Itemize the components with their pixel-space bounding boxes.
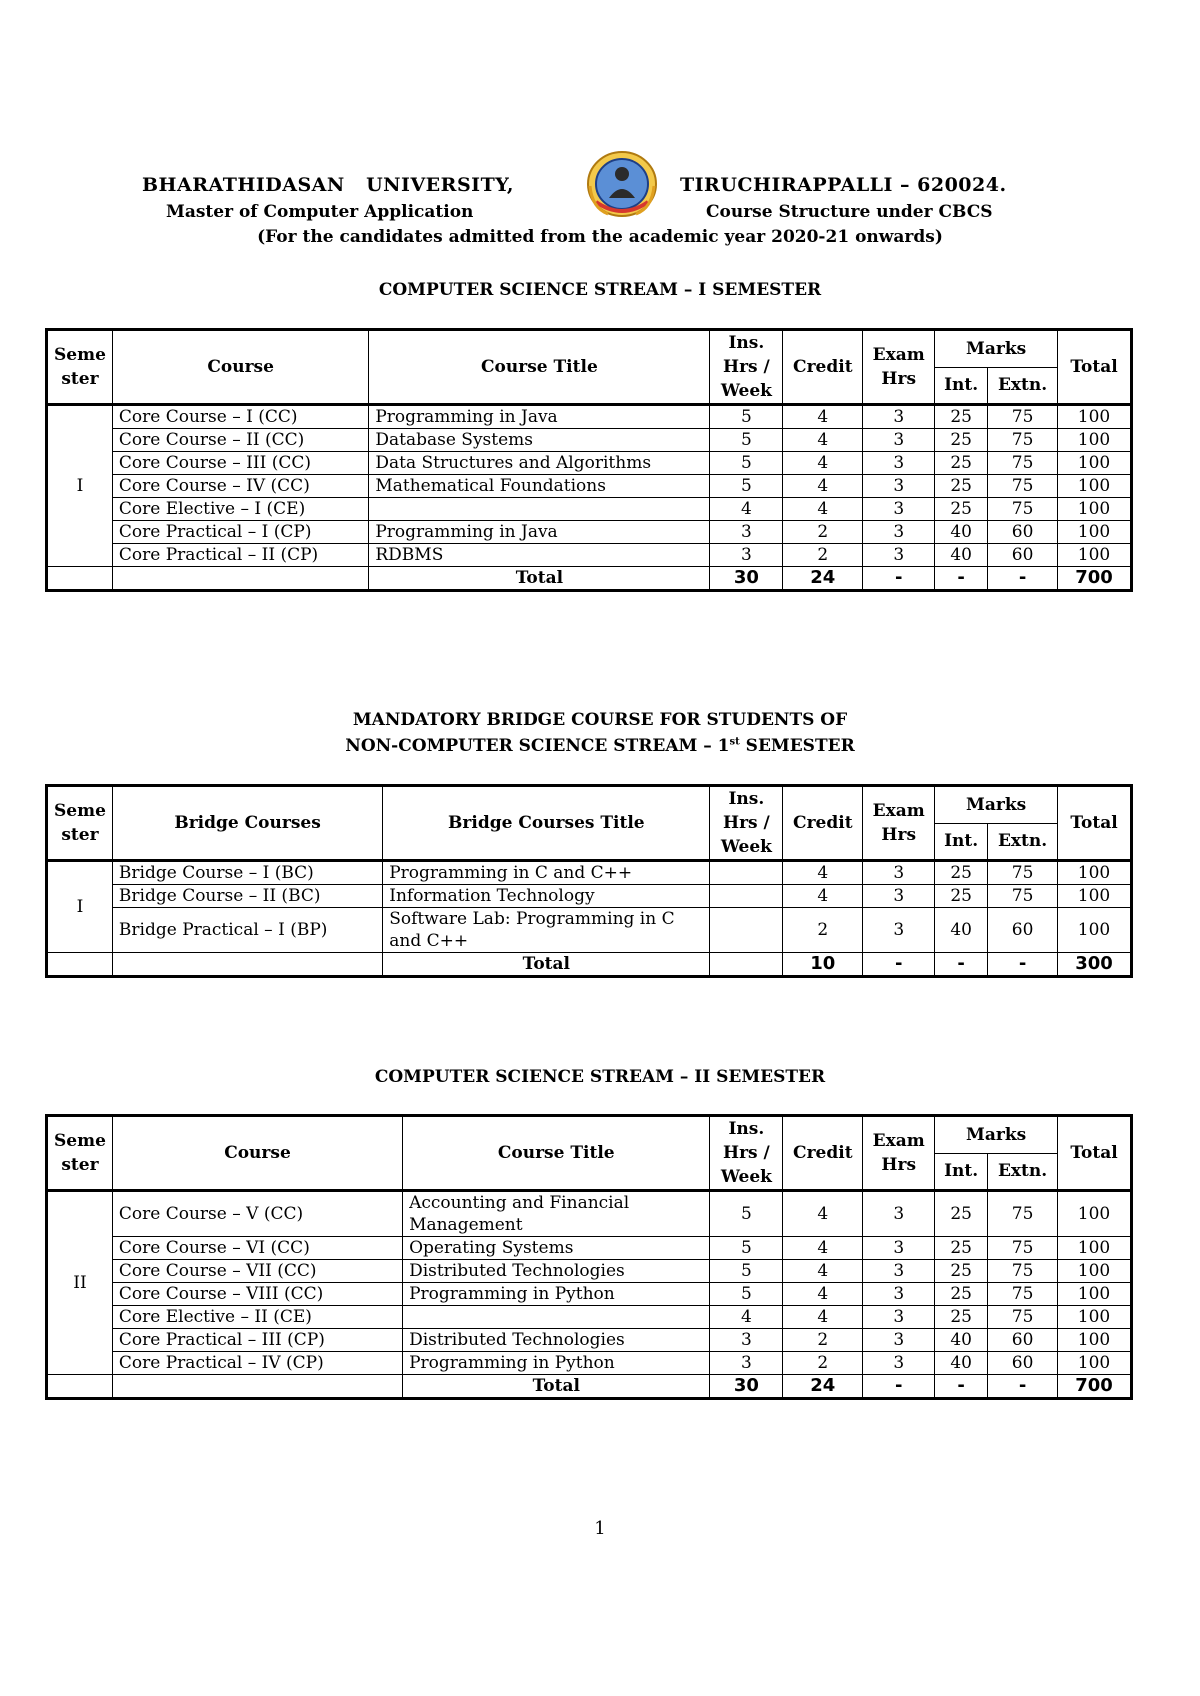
total-int: -: [935, 1375, 988, 1399]
table-row: [47, 1329, 1132, 1352]
total-cell: 100: [1058, 521, 1132, 544]
total-exam: -: [863, 567, 935, 591]
credit-cell: 4: [783, 405, 863, 429]
table-row: [47, 1352, 1132, 1375]
int-marks-cell: 25: [935, 885, 988, 908]
bridge-title-pre: NON-COMPUTER SCIENCE STREAM – 1: [345, 736, 730, 756]
course-title-cell: Data Structures and Algorithms: [369, 452, 710, 475]
int-marks-cell: 25: [935, 429, 988, 452]
credit-cell: 4: [783, 452, 863, 475]
total-label: Total: [383, 953, 710, 977]
course-cell: Core Practical – III (CP): [112, 1329, 402, 1352]
total-int: -: [935, 953, 988, 977]
exam-hrs-cell: 3: [863, 405, 935, 429]
course-title-cell: Accounting and Financial Management: [403, 1191, 710, 1237]
total-cell: 100: [1058, 1237, 1132, 1260]
table-row: [47, 1306, 1132, 1329]
credit-cell: 4: [783, 1306, 863, 1329]
total-cell: 100: [1058, 429, 1132, 452]
exam-hrs-cell: 3: [863, 1283, 935, 1306]
exam-hrs-cell: 3: [863, 1191, 935, 1237]
int-marks-cell: 25: [935, 1237, 988, 1260]
total-row: [47, 953, 1132, 977]
course-title-cell: RDBMS: [369, 544, 710, 567]
table-row: [47, 908, 1132, 953]
exam-hrs-cell: 3: [863, 521, 935, 544]
credit-cell: 4: [783, 475, 863, 498]
table-row: [47, 1283, 1132, 1306]
col-exam-hrs: Exam Hrs: [863, 1116, 935, 1191]
col-exam-hrs: Exam Hrs: [863, 330, 935, 405]
total-cell: 100: [1058, 1352, 1132, 1375]
ins-hrs-cell: 3: [710, 1352, 783, 1375]
total-cell: 100: [1058, 1329, 1132, 1352]
university-logo-icon: [582, 150, 662, 220]
col-exam-hrs: Exam Hrs: [863, 786, 935, 861]
total-exam: -: [863, 1375, 935, 1399]
total-credit: 10: [783, 953, 863, 977]
ins-hrs-cell: [710, 885, 783, 908]
blank-cell: [47, 953, 113, 977]
exam-hrs-cell: 3: [863, 885, 935, 908]
course-cell: Core Course – II (CC): [112, 429, 368, 452]
col-semester: Seme ster: [47, 786, 113, 861]
col-course: Course: [112, 1116, 402, 1191]
table-row: [47, 1237, 1132, 1260]
exam-hrs-cell: 3: [863, 1306, 935, 1329]
total-cell: 100: [1058, 1191, 1132, 1237]
col-extn: Extn.: [988, 823, 1058, 861]
col-semester: Seme ster: [47, 1116, 113, 1191]
course-cell: Bridge Practical – I (BP): [112, 908, 382, 953]
blank-cell: [47, 1375, 113, 1399]
course-cell: Core Elective – II (CE): [112, 1306, 402, 1329]
total-hrs: 30: [710, 1375, 783, 1399]
ins-hrs-cell: 4: [710, 498, 783, 521]
extn-marks-cell: 75: [988, 1306, 1058, 1329]
col-int: Int.: [935, 367, 988, 405]
extn-marks-cell: 60: [988, 1329, 1058, 1352]
extn-marks-cell: 60: [988, 521, 1058, 544]
col-course: Bridge Courses: [112, 786, 382, 861]
total-cell: 100: [1058, 475, 1132, 498]
total-cell: 100: [1058, 1283, 1132, 1306]
col-course-title: Course Title: [369, 330, 710, 405]
course-cell: Core Course – V (CC): [112, 1191, 402, 1237]
ins-hrs-cell: 5: [710, 1191, 783, 1237]
credit-cell: 2: [783, 908, 863, 953]
section-title-sem1: COMPUTER SCIENCE STREAM – I SEMESTER: [378, 280, 822, 300]
extn-marks-cell: 75: [988, 1283, 1058, 1306]
col-int: Int.: [935, 1153, 988, 1191]
total-ext: -: [988, 567, 1058, 591]
col-course-title: Bridge Courses Title: [383, 786, 710, 861]
extn-marks-cell: 75: [988, 405, 1058, 429]
table-row: [47, 405, 1132, 429]
int-marks-cell: 40: [935, 521, 988, 544]
course-cell: Core Course – IV (CC): [112, 475, 368, 498]
credit-cell: 2: [783, 1352, 863, 1375]
bridge-title-post: SEMESTER: [739, 736, 855, 756]
credit-cell: 4: [783, 1191, 863, 1237]
semester-cell: I: [47, 861, 113, 953]
col-int: Int.: [935, 823, 988, 861]
ins-hrs-cell: 3: [710, 1329, 783, 1352]
total-row: [47, 567, 1132, 591]
exam-hrs-cell: 3: [863, 1237, 935, 1260]
course-title-cell: Distributed Technologies: [403, 1260, 710, 1283]
course-cell: Core Course – III (CC): [112, 452, 368, 475]
total-cell: 100: [1058, 885, 1132, 908]
col-ins-hrs: Ins. Hrs / Week: [710, 1116, 783, 1191]
section-title-sem2: COMPUTER SCIENCE STREAM – II SEMESTER: [374, 1067, 826, 1087]
exam-hrs-cell: 3: [863, 475, 935, 498]
table-row: [47, 885, 1132, 908]
credit-cell: 4: [783, 885, 863, 908]
total-ext: -: [988, 1375, 1058, 1399]
section-title-bridge-line2: [0, 736, 1200, 756]
int-marks-cell: 40: [935, 544, 988, 567]
col-course: Course: [112, 330, 368, 405]
credit-cell: 4: [783, 429, 863, 452]
total-label: Total: [369, 567, 710, 591]
int-marks-cell: 25: [935, 1306, 988, 1329]
ins-hrs-cell: 3: [710, 544, 783, 567]
course-cell: Core Course – VI (CC): [112, 1237, 402, 1260]
course-title-cell: Software Lab: Programming in C and C++: [383, 908, 710, 953]
credit-cell: 2: [783, 544, 863, 567]
blank-cell: [112, 1375, 402, 1399]
course-table-sem1: [45, 328, 1133, 592]
col-total: Total: [1058, 330, 1132, 405]
total-exam: -: [863, 953, 935, 977]
admission-note: (For the candidates admitted from the academic year 2020-21 onwards): [257, 227, 943, 247]
col-marks: Marks: [935, 1116, 1058, 1154]
credit-cell: 4: [783, 1260, 863, 1283]
extn-marks-cell: 60: [988, 544, 1058, 567]
course-cell: Core Course – VII (CC): [112, 1260, 402, 1283]
col-total: Total: [1058, 1116, 1132, 1191]
blank-cell: [47, 567, 113, 591]
course-title-cell: Programming in Python: [403, 1352, 710, 1375]
course-table-sem2: [45, 1114, 1133, 1400]
table-row: [47, 452, 1132, 475]
course-title-cell: Mathematical Foundations: [369, 475, 710, 498]
exam-hrs-cell: 3: [863, 452, 935, 475]
course-title-cell: [403, 1306, 710, 1329]
credit-cell: 4: [783, 861, 863, 885]
extn-marks-cell: 60: [988, 1352, 1058, 1375]
semester-cell: I: [47, 405, 113, 567]
int-marks-cell: 25: [935, 1191, 988, 1237]
ins-hrs-cell: 5: [710, 429, 783, 452]
exam-hrs-cell: 3: [863, 544, 935, 567]
total-cell: 100: [1058, 498, 1132, 521]
col-total: Total: [1058, 786, 1132, 861]
exam-hrs-cell: 3: [863, 861, 935, 885]
total-cell: 100: [1058, 1306, 1132, 1329]
extn-marks-cell: 75: [988, 498, 1058, 521]
total-cell: 100: [1058, 452, 1132, 475]
total-row: [47, 1375, 1132, 1399]
extn-marks-cell: 75: [988, 429, 1058, 452]
course-title-cell: Programming in Java: [369, 521, 710, 544]
course-cell: Core Course – VIII (CC): [112, 1283, 402, 1306]
col-marks: Marks: [935, 786, 1058, 824]
exam-hrs-cell: 3: [863, 1329, 935, 1352]
extn-marks-cell: 75: [988, 861, 1058, 885]
course-structure-label: Course Structure under CBCS: [706, 202, 993, 222]
semester-cell: II: [47, 1191, 113, 1375]
int-marks-cell: 25: [935, 452, 988, 475]
course-title-cell: Distributed Technologies: [403, 1329, 710, 1352]
ins-hrs-cell: [710, 908, 783, 953]
exam-hrs-cell: 3: [863, 429, 935, 452]
exam-hrs-cell: 3: [863, 908, 935, 953]
extn-marks-cell: 75: [988, 475, 1058, 498]
page-number: 1: [594, 1518, 606, 1539]
course-title-cell: [369, 498, 710, 521]
course-title-cell: Information Technology: [383, 885, 710, 908]
extn-marks-cell: 75: [988, 1237, 1058, 1260]
col-credit: Credit: [783, 330, 863, 405]
total-int: -: [935, 567, 988, 591]
total-cell: 100: [1058, 405, 1132, 429]
course-cell: Core Course – I (CC): [112, 405, 368, 429]
blank-cell: [112, 953, 382, 977]
total-cell: 100: [1058, 1260, 1132, 1283]
table-row: [47, 498, 1132, 521]
credit-cell: 4: [783, 1237, 863, 1260]
extn-marks-cell: 75: [988, 1260, 1058, 1283]
course-cell: Core Practical – I (CP): [112, 521, 368, 544]
exam-hrs-cell: 3: [863, 1352, 935, 1375]
course-cell: Core Practical – IV (CP): [112, 1352, 402, 1375]
col-ins-hrs: Ins. Hrs / Week: [710, 786, 783, 861]
table-row: [47, 1191, 1132, 1237]
total-hrs: 30: [710, 567, 783, 591]
int-marks-cell: 40: [935, 908, 988, 953]
ins-hrs-cell: 5: [710, 452, 783, 475]
col-credit: Credit: [783, 786, 863, 861]
total-label: Total: [403, 1375, 710, 1399]
course-title-cell: Database Systems: [369, 429, 710, 452]
table-row: [47, 544, 1132, 567]
bridge-title-sup: st: [729, 736, 740, 748]
total-cell: 100: [1058, 544, 1132, 567]
ins-hrs-cell: 3: [710, 521, 783, 544]
total-hrs: [710, 953, 783, 977]
int-marks-cell: 25: [935, 498, 988, 521]
course-title-cell: Programming in Python: [403, 1283, 710, 1306]
course-cell: Bridge Course – II (BC): [112, 885, 382, 908]
total-marks: 300: [1058, 953, 1132, 977]
credit-cell: 2: [783, 1329, 863, 1352]
credit-cell: 4: [783, 1283, 863, 1306]
university-location: TIRUCHIRAPPALLI – 620024.: [680, 174, 1007, 196]
ins-hrs-cell: 5: [710, 1260, 783, 1283]
ins-hrs-cell: 5: [710, 405, 783, 429]
ins-hrs-cell: 4: [710, 1306, 783, 1329]
course-table-bridge: [45, 784, 1133, 978]
ins-hrs-cell: 5: [710, 1283, 783, 1306]
course-cell: Core Practical – II (CP): [112, 544, 368, 567]
extn-marks-cell: 75: [988, 452, 1058, 475]
col-extn: Extn.: [988, 367, 1058, 405]
university-name: BHARATHIDASAN UNIVERSITY,: [142, 174, 514, 196]
int-marks-cell: 25: [935, 1260, 988, 1283]
section-title-bridge-line1: MANDATORY BRIDGE COURSE FOR STUDENTS OF: [352, 710, 848, 730]
credit-cell: 4: [783, 498, 863, 521]
credit-cell: 2: [783, 521, 863, 544]
int-marks-cell: 40: [935, 1352, 988, 1375]
extn-marks-cell: 75: [988, 1191, 1058, 1237]
int-marks-cell: 25: [935, 1283, 988, 1306]
col-extn: Extn.: [988, 1153, 1058, 1191]
total-cell: 100: [1058, 908, 1132, 953]
total-cell: 100: [1058, 861, 1132, 885]
total-credit: 24: [783, 1375, 863, 1399]
total-credit: 24: [783, 567, 863, 591]
program-name: Master of Computer Application: [166, 202, 474, 222]
ins-hrs-cell: [710, 861, 783, 885]
table-row: [47, 1260, 1132, 1283]
int-marks-cell: 25: [935, 861, 988, 885]
table-row: [47, 861, 1132, 885]
blank-cell: [112, 567, 368, 591]
extn-marks-cell: 60: [988, 908, 1058, 953]
total-ext: -: [988, 953, 1058, 977]
exam-hrs-cell: 3: [863, 498, 935, 521]
col-ins-hrs: Ins. Hrs / Week: [710, 330, 783, 405]
col-marks: Marks: [935, 330, 1058, 368]
table-row: [47, 475, 1132, 498]
total-marks: 700: [1058, 567, 1132, 591]
course-cell: Core Elective – I (CE): [112, 498, 368, 521]
col-credit: Credit: [783, 1116, 863, 1191]
ins-hrs-cell: 5: [710, 1237, 783, 1260]
extn-marks-cell: 75: [988, 885, 1058, 908]
exam-hrs-cell: 3: [863, 1260, 935, 1283]
total-marks: 700: [1058, 1375, 1132, 1399]
col-course-title: Course Title: [403, 1116, 710, 1191]
course-title-cell: Operating Systems: [403, 1237, 710, 1260]
course-cell: Bridge Course – I (BC): [112, 861, 382, 885]
int-marks-cell: 25: [935, 405, 988, 429]
course-title-cell: Programming in Java: [369, 405, 710, 429]
table-row: [47, 429, 1132, 452]
table-row: [47, 521, 1132, 544]
int-marks-cell: 25: [935, 475, 988, 498]
col-semester: Seme ster: [47, 330, 113, 405]
int-marks-cell: 40: [935, 1329, 988, 1352]
ins-hrs-cell: 5: [710, 475, 783, 498]
course-title-cell: Programming in C and C++: [383, 861, 710, 885]
